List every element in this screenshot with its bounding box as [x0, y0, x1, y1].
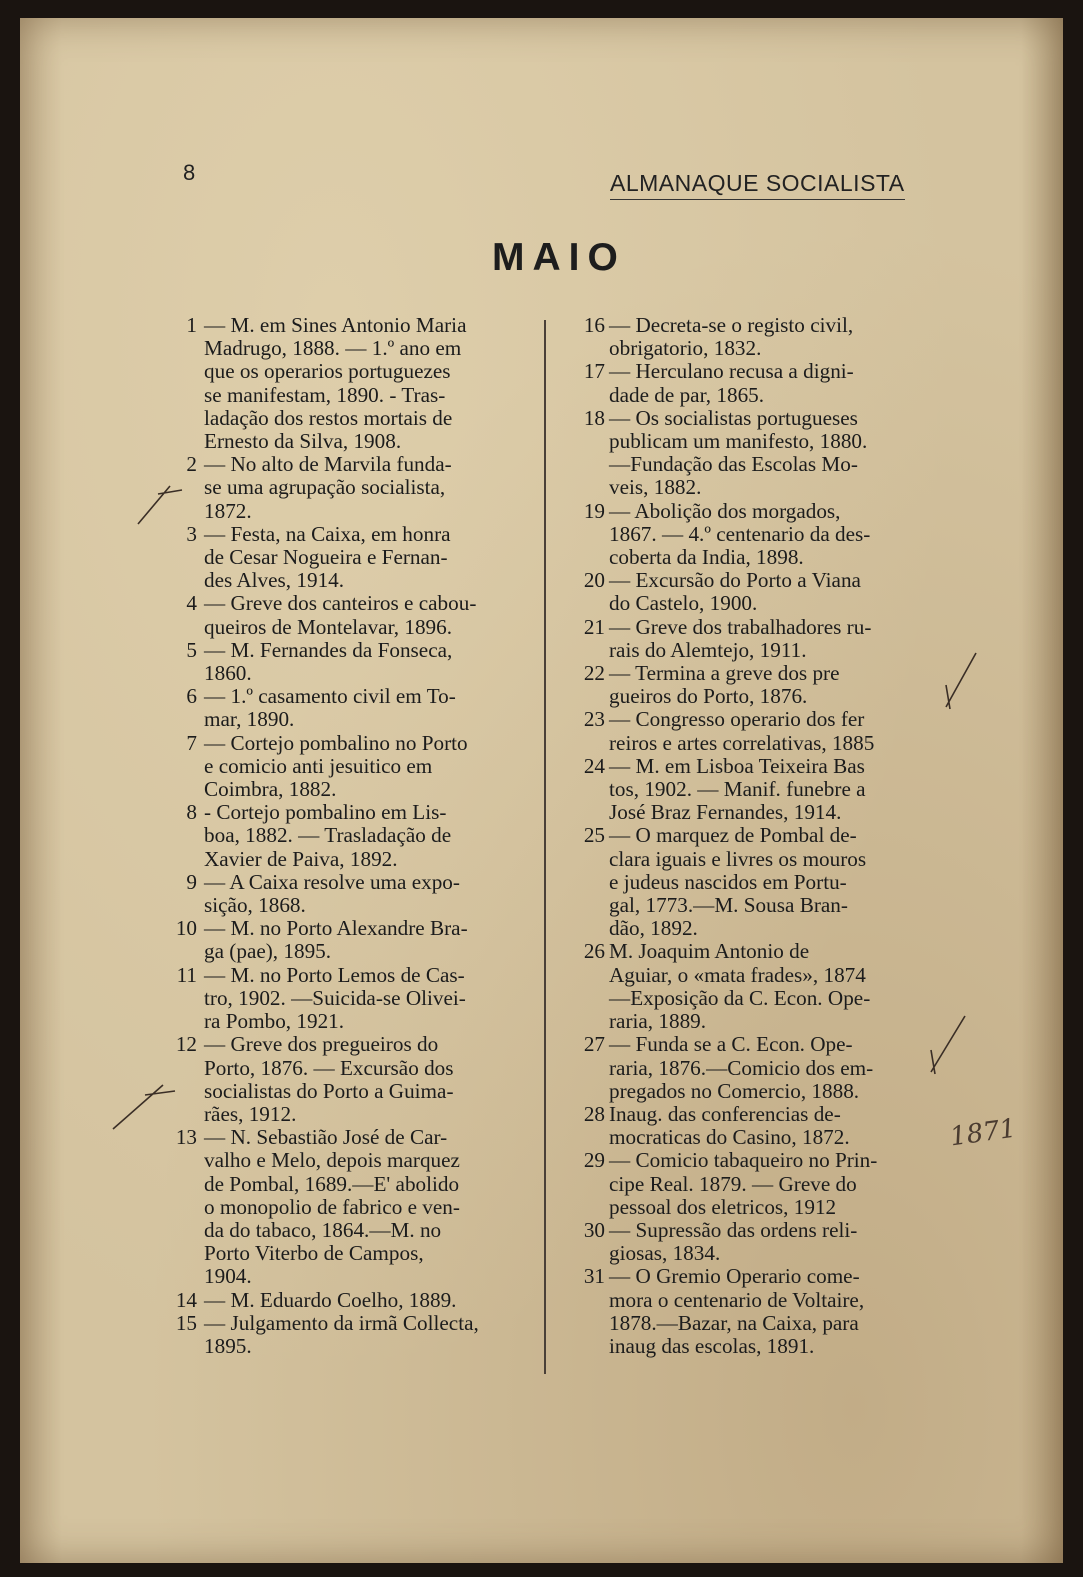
page-number: 8	[183, 160, 196, 185]
entry-text-line: — M. Fernandes da Fonseca,	[204, 637, 453, 662]
calendar-entry	[575, 1103, 940, 1149]
entry-day-number: 6	[186, 684, 197, 709]
entry-text-line: — Termina a greve dos pre	[609, 661, 840, 686]
entry-day-number: 22	[583, 661, 605, 686]
entry-text-line: veis, 1882.	[609, 475, 702, 500]
entry-day-number: 15	[175, 1310, 197, 1335]
entry-day-number: 26	[583, 939, 605, 964]
entry-text-line: raria, 1876.—Comicio dos em-	[609, 1055, 874, 1080]
entry-text-line: 1895.	[204, 1333, 252, 1358]
calendar-entry	[575, 407, 940, 500]
entry-text-line: giosas, 1834.	[609, 1241, 721, 1266]
entry-text-line: valho e Melo, depois marquez	[204, 1148, 460, 1173]
entry-text-line: mora o centenario de Voltaire,	[609, 1287, 865, 1312]
entry-text-line: — 1.º casamento civil em To-	[204, 684, 456, 709]
entry-text-line: Xavier de Paiva, 1892.	[204, 846, 398, 871]
entry-text-line: de Pombal, 1689.—E' abolido	[204, 1171, 460, 1196]
pencil-mark-right-2	[925, 1010, 975, 1080]
entry-text-line: mar, 1890.	[204, 707, 295, 732]
entry-text-line: obrigatorio, 1832.	[609, 336, 762, 361]
calendar-entry	[575, 616, 940, 662]
entry-text-line: sição, 1868.	[204, 893, 306, 918]
entry-day-number: 7	[186, 730, 197, 755]
entry-text-line: — Greve dos canteiros e cabou-	[204, 591, 477, 616]
calendar-entry	[575, 708, 940, 754]
entry-text-line: publicam um manifesto, 1880.	[609, 429, 868, 454]
entry-text-line: de Cesar Nogueira e Fernan-	[204, 545, 448, 570]
pencil-mark-right-1	[940, 645, 985, 715]
calendar-entry	[164, 685, 538, 731]
entry-text-line: 1904.	[204, 1264, 252, 1289]
entry-text-line: se manifestam, 1890. - Tras-	[204, 382, 446, 407]
entry-day-number: 23	[583, 707, 605, 732]
entry-day-number: 19	[583, 498, 605, 523]
handwritten-note: 1871	[948, 1113, 1018, 1153]
entry-day-number: 30	[583, 1217, 605, 1242]
entry-text-line: gal, 1773.—M. Sousa Bran-	[609, 893, 848, 918]
entry-text-line: Coimbra, 1882.	[204, 777, 337, 802]
entry-text-line: gueiros do Porto, 1876.	[609, 684, 808, 709]
entry-text-line: cipe Real. 1879. — Greve do	[609, 1171, 857, 1196]
calendar-entry	[164, 1289, 538, 1312]
entry-text-line: — N. Sebastião José de Car-	[204, 1125, 448, 1150]
entry-day-number: 18	[583, 405, 605, 430]
entry-text-line: — O marquez de Pombal de-	[609, 823, 857, 848]
calendar-entry	[164, 917, 538, 963]
entry-text-line: — M. no Porto Lemos de Cas-	[204, 962, 465, 987]
entry-text-line: ladação dos restos mortais de	[204, 405, 453, 430]
entry-text-line: ra Pombo, 1921.	[204, 1009, 345, 1034]
entry-text-line: tos, 1902. — Manif. funebre a	[609, 777, 866, 802]
calendar-entry	[164, 964, 538, 1034]
entry-text-line: inaug das escolas, 1891.	[609, 1333, 815, 1358]
entry-text-line: — M. Eduardo Coelho, 1889.	[204, 1287, 457, 1312]
calendar-entry	[575, 569, 940, 615]
entry-day-number: 29	[583, 1148, 605, 1173]
entry-day-number: 21	[583, 614, 605, 639]
calendar-entry	[164, 639, 538, 685]
entry-text-line: — M. em Lisboa Teixeira Bas	[609, 753, 865, 778]
entry-text-line: — M. em Sines Antonio Maria	[204, 313, 467, 337]
entry-text-line: — Excursão do Porto a Viana	[609, 568, 861, 593]
entry-text-line: - Cortejo pombalino em Lis-	[204, 800, 447, 825]
entry-text-line: pessoal dos eletricos, 1912	[609, 1194, 837, 1219]
entry-text-line: — Julgamento da irmã Collecta,	[204, 1310, 479, 1335]
entry-text-line: — Cortejo pombalino no Porto	[204, 730, 468, 755]
entry-text-line: José Braz Fernandes, 1914.	[609, 800, 842, 825]
calendar-entry	[164, 871, 538, 917]
calendar-entry	[575, 824, 940, 940]
entry-text-line: rães, 1912.	[204, 1101, 297, 1126]
entry-day-number: 5	[186, 637, 197, 662]
entry-text-line: des Alves, 1914.	[204, 568, 345, 593]
calendar-entry	[575, 1219, 940, 1265]
entry-text-line: — Comicio tabaqueiro no Prin-	[609, 1148, 878, 1173]
entry-text-line: — O Gremio Operario come-	[609, 1264, 860, 1289]
entry-text-line: tro, 1902. —Suicida-se Olivei-	[204, 985, 466, 1010]
entry-text-line: raria, 1889.	[609, 1009, 707, 1034]
entry-day-number: 9	[186, 869, 197, 894]
calendar-entry	[164, 801, 538, 871]
entry-text-line: — Greve dos trabalhadores ru-	[609, 614, 872, 639]
entry-text-line: dade de par, 1865.	[609, 382, 765, 407]
right-column	[575, 314, 940, 1358]
entry-text-line: se uma agrupação socialista,	[204, 475, 446, 500]
entry-text-line: — M. no Porto Alexandre Bra-	[204, 916, 468, 941]
entry-text-line: e judeus nascidos em Portu-	[609, 869, 847, 894]
entry-text-line: —Exposição da C. Econ. Ope-	[609, 985, 871, 1010]
entry-text-line: — Herculano recusa a digni-	[609, 359, 854, 384]
calendar-entry	[164, 592, 538, 638]
entry-day-number: 27	[583, 1032, 605, 1057]
entry-day-number: 25	[583, 823, 605, 848]
entry-text-line: — Os socialistas portugueses	[609, 405, 858, 430]
entry-text-line: 1860.	[204, 661, 252, 686]
calendar-entry	[575, 940, 940, 1033]
calendar-entry	[575, 1033, 940, 1103]
month-title: MAIO	[492, 236, 626, 279]
calendar-entry	[575, 662, 940, 708]
entry-text-line: — Funda se a C. Econ. Ope-	[609, 1032, 853, 1057]
calendar-entry	[575, 755, 940, 825]
calendar-entry	[164, 1033, 538, 1126]
entry-day-number: 1	[186, 313, 197, 337]
entry-day-number: 17	[583, 359, 605, 384]
entry-text-line: da do tabaco, 1864.—M. no	[204, 1217, 442, 1242]
entry-day-number: 12	[175, 1032, 197, 1057]
pencil-mark-left-1	[130, 480, 190, 530]
entry-text-line: ga (pae), 1895.	[204, 939, 332, 964]
entry-day-number: 20	[583, 568, 605, 593]
entry-day-number: 8	[186, 800, 197, 825]
entry-day-number: 2	[186, 452, 197, 477]
pencil-mark-left-2	[105, 1075, 185, 1135]
entry-day-number: 4	[186, 591, 197, 616]
calendar-entry	[575, 314, 940, 360]
calendar-entry	[164, 523, 538, 593]
entry-text-line: Ernesto da Silva, 1908.	[204, 429, 402, 454]
entry-text-line: que os operarios portuguezes	[204, 359, 451, 384]
entry-day-number: 10	[175, 916, 197, 941]
entry-text-line: socialistas do Porto a Guima-	[204, 1078, 454, 1103]
calendar-entry	[164, 314, 538, 453]
entry-text-line: boa, 1882. — Trasladação de	[204, 823, 452, 848]
entry-day-number: 11	[176, 962, 197, 987]
entry-text-line: o monopolio de fabrico e ven-	[204, 1194, 460, 1219]
entry-text-line: do Castelo, 1900.	[609, 591, 758, 616]
entry-text-line: Porto Viterbo de Campos,	[204, 1241, 424, 1266]
entry-text-line: reiros e artes correlativas, 1885	[609, 730, 875, 755]
running-head: ALMANAQUE SOCIALISTA	[610, 170, 905, 200]
entry-day-number: 24	[583, 753, 605, 778]
entry-text-line: — Greve dos pregueiros do	[204, 1032, 439, 1057]
entry-text-line: — A Caixa resolve uma expo-	[204, 869, 460, 894]
entry-text-line: queiros de Montelavar, 1896.	[204, 614, 453, 639]
entry-text-line: clara iguais e livres os mouros	[609, 846, 867, 871]
entry-day-number: 14	[175, 1287, 197, 1312]
calendar-entry	[164, 1126, 538, 1288]
entry-text-line: M. Joaquim Antonio de	[609, 939, 810, 964]
entry-text-line: — Decreta-se o registo civil,	[609, 313, 854, 337]
entry-day-number: 16	[583, 313, 605, 337]
entry-text-line: — Supressão das ordens reli-	[609, 1217, 858, 1242]
entry-day-number: 28	[583, 1101, 605, 1126]
calendar-entry	[575, 1149, 940, 1219]
column-divider	[544, 320, 546, 1374]
calendar-entry	[575, 1265, 940, 1358]
entry-text-line: dão, 1892.	[609, 916, 698, 941]
calendar-entry	[164, 1312, 538, 1358]
entry-text-line: — Festa, na Caixa, em honra	[204, 521, 451, 546]
calendar-entry	[575, 360, 940, 406]
entry-text-line: 1872.	[204, 498, 252, 523]
calendar-entry	[164, 453, 538, 523]
entry-text-line: rais do Alemtejo, 1911.	[609, 637, 807, 662]
entry-text-line: coberta da India, 1898.	[609, 545, 804, 570]
left-column	[164, 314, 538, 1358]
entry-text-line: Porto, 1876. — Excursão dos	[204, 1055, 454, 1080]
entry-text-line: 1867. — 4.º centenario da des-	[609, 521, 871, 546]
entry-text-line: Aguiar, o «mata frades», 1874	[609, 962, 866, 987]
entry-day-number: 3	[186, 521, 197, 546]
entry-text-line: — Abolição dos morgados,	[609, 498, 841, 523]
calendar-entry	[575, 500, 940, 570]
entry-text-line: 1878.—Bazar, na Caixa, para	[609, 1310, 859, 1335]
entry-day-number: 31	[583, 1264, 605, 1289]
calendar-entry	[164, 732, 538, 802]
entry-text-line: Madrugo, 1888. — 1.º ano em	[204, 336, 462, 361]
entry-text-line: pregados no Comercio, 1888.	[609, 1078, 860, 1103]
entry-text-line: — No alto de Marvila funda-	[204, 452, 452, 477]
entry-text-line: mocraticas do Casino, 1872.	[609, 1125, 850, 1150]
entry-text-line: Inaug. das conferencias de-	[609, 1101, 841, 1126]
entry-text-line: e comicio anti jesuitico em	[204, 753, 433, 778]
entry-text-line: — Congresso operario dos fer	[609, 707, 865, 732]
entry-day-number: 13	[175, 1125, 197, 1150]
entry-text-line: —Fundação das Escolas Mo-	[609, 452, 858, 477]
